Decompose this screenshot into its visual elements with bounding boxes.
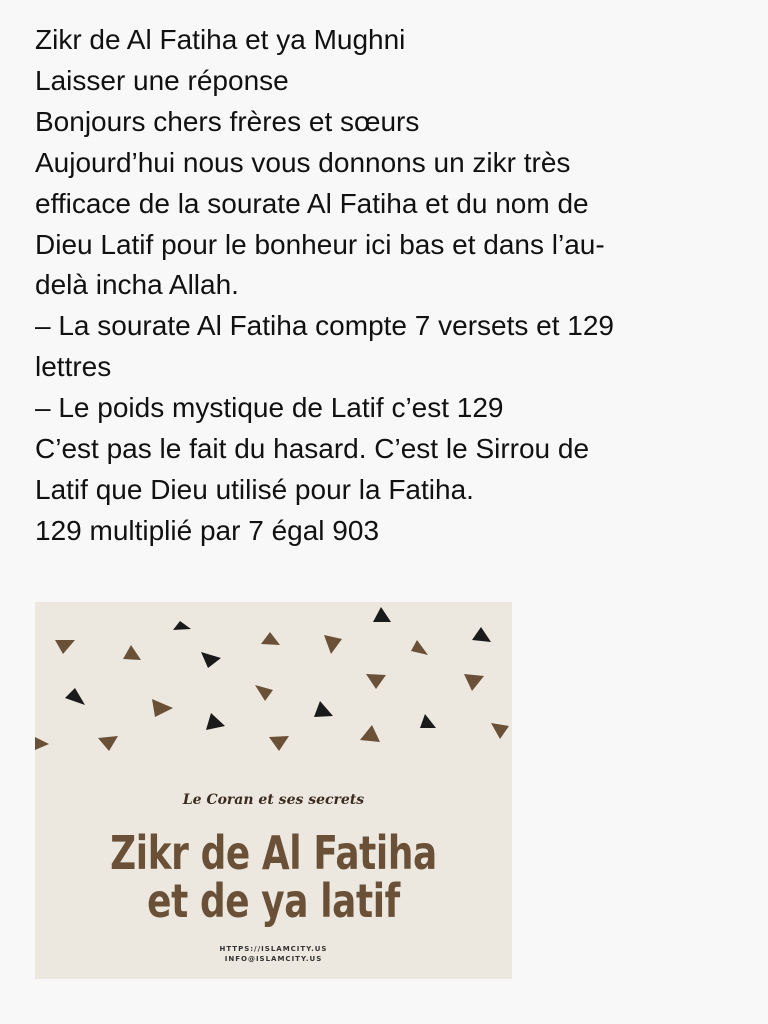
paragraph-line: Dieu Latif pour le bonheur ici bas et dans l’au- [35,228,605,260]
triangle-decoration [366,674,386,689]
triangle-decoration [173,621,191,630]
triangle-decoration [472,627,491,642]
banner-title-line1: Zikr de Al Fatiha [110,826,437,880]
triangle-decoration [324,635,342,654]
triangle-decoration [261,632,280,645]
paragraph-line: – Le poids mystique de Latif c’est 129 [35,392,504,424]
article-banner-image [35,602,512,979]
triangle-decoration [65,688,85,705]
paragraph-line: C’est pas le fait du hasard. C’est le Sirrou de [35,433,590,465]
triangle-decoration [420,714,436,728]
banner-title-line2: et de ya latif [147,874,400,928]
banner-site-email: INFO@ISLAMCITY.US [224,955,323,963]
triangle-decoration [201,652,221,668]
paragraph-line: Latif que Dieu utilisé pour la Fatiha. [35,473,474,505]
triangle-decoration [206,713,225,730]
paragraph-line: Bonjours chers frères et sœurs [35,105,420,137]
paragraph-line: delà incha Allah. [35,269,239,301]
triangle-decoration [98,736,118,751]
triangle-decoration [464,674,484,691]
triangle-decoration [491,723,509,739]
banner-site-url: HTTPS://ISLAMCITY.US [219,945,328,953]
triangle-decoration [55,640,75,654]
triangle-decoration [152,699,173,717]
triangle-decoration [269,736,289,751]
reply-link[interactable]: Laisser une réponse [35,64,289,96]
triangle-decoration [360,725,380,742]
triangle-decoration [35,737,49,750]
triangle-decoration [411,640,428,655]
paragraph-line: – La sourate Al Fatiha compte 7 versets et 129 [35,310,615,342]
paragraph-line: Aujourd’hui nous vous donnons un zikr très [35,146,571,178]
triangle-decoration [123,645,141,660]
triangle-decoration [255,685,273,701]
paragraph-line: 129 multiplié par 7 égal 903 [35,514,380,546]
paragraph-line: lettres [35,351,112,383]
banner-subtitle: Le Coran et ses secrets [182,792,365,808]
article-body [35,20,735,552]
triangle-decoration [314,701,333,717]
paragraph-line: efficace de la sourate Al Fatiha et du nom de [35,187,589,219]
triangle-decoration [373,607,391,622]
article-title: Zikr de Al Fatiha et ya Mughni [35,24,406,55]
